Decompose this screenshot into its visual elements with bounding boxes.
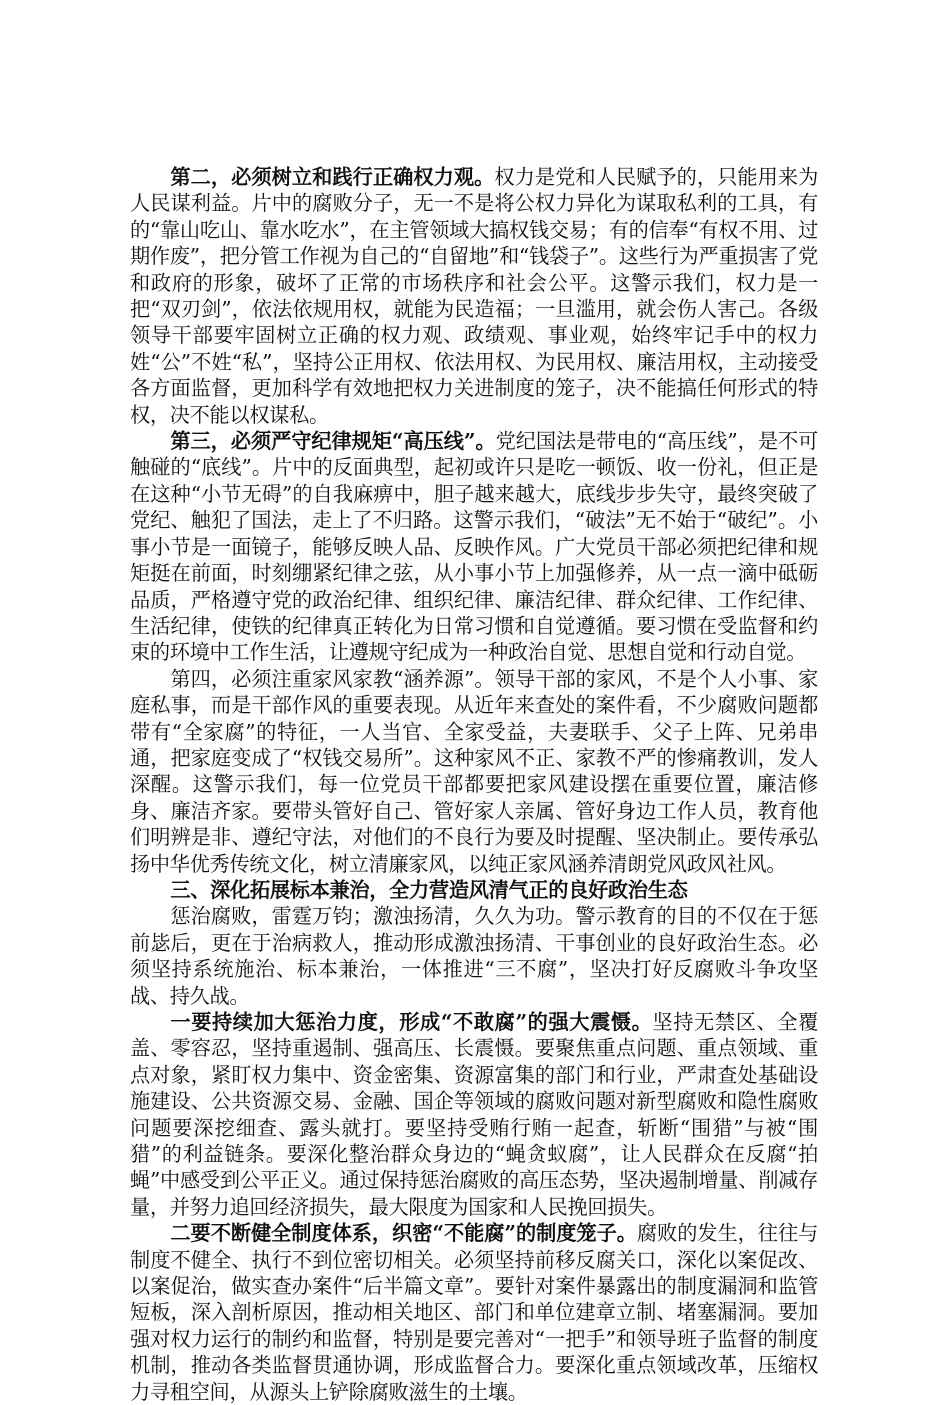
paragraph-body: 第四，必须注重家风家教“涵养源”。领导干部的家风，不是个人小事、家庭私事，而是干部作风的重要表现。从近年来查处的案件看，不少腐败问题都带有“全家腐”的特征，一人当官、全家受益，夫妻联手、父子上阵、兄弟串通，把家庭变成了“权钱交易所”。这种家风不正、家教不严的惨痛教训，发人深醒。这警示我们，每一位党员干部都要把家风建设摆在重要位置，廉洁修身、廉洁齐家。要带头管好自己、管好家人亲属、管好身边工作人员，教育他们明辨是非、遵纪守法，对他们的不良行为要及时提醒、坚决制止。要传承弘扬中华优秀传统文化，树立清廉家风，以纯正家风涵养清朗党风政风社风。: [130, 666, 818, 876]
paragraph-punishment: [130, 1009, 818, 1220]
section-heading: 三、深化拓展标本兼治，全力营造风清气正的良好政治生态: [170, 877, 688, 902]
document-page: [130, 164, 818, 1405]
paragraph-lead: 二要不断健全制度体系，织密“不能腐”的制度笼子。: [170, 1221, 637, 1246]
paragraph-body: 惩治腐败，雷霆万钧；激浊扬清，久久为功。警示教育的目的不仅在于惩前毖后，更在于治病救人，推动形成激浊扬清、干事创业的良好政治生态。必须坚持系统施治、标本兼治，一体推进“三不腐”，坚决打好反腐败斗争攻坚战、持久战。: [130, 904, 818, 1008]
paragraph-family-style: [130, 666, 818, 877]
paragraph-power-view: [130, 164, 818, 428]
paragraph-institution: [130, 1220, 818, 1405]
paragraph-lead: 第三，必须严守纪律规矩“高压线”。: [170, 429, 496, 454]
paragraph-body: 腐败的发生，往往与制度不健全、执行不到位密切相关。必须坚持前移反腐关口，深化以案促改、以案促治，做实查办案件“后半篇文章”。要针对案件暴露出的制度漏洞和监管短板，深入剖析原因，推动相关地区、部门和单位建章立制、堵塞漏洞。要加强对权力运行的制约和监督，特别是要完善对“一把手”和领导班子监督的制度机制，推动各类监督贯通协调，形成监督合力。要深化重点领域改革，压缩权力寻租空间，从源头上铲除腐败滋生的土壤。: [130, 1221, 818, 1404]
paragraph-discipline: [130, 428, 818, 666]
paragraph-body: 坚持无禁区、全覆盖、零容忍，坚持重遏制、强高压、长震慑。要聚焦重点问题、重点领域、重点对象，紧盯权力集中、资金密集、资源富集的部门和行业，严肃查处基础设施建设、公共资源交易、金融、国企等领域的腐败问题对新型腐败和隐性腐败问题要深挖细查、露头就打。要坚持受贿行贿一起查，斩断“围猎”与被“围猎”的利益链条。要深化整治群众身边的“蝇贪蚁腐”，让人民群众在反腐“拍蝇”中感受到公平正义。通过保持惩治腐败的高压态势，坚决遏制增量、削减存量，并努力追回经济损失，最大限度为国家和人民挽回损失。: [130, 1010, 819, 1219]
paragraph-intro: [130, 903, 818, 1009]
paragraph-lead: 第二，必须树立和践行正确权力观。: [170, 165, 495, 189]
paragraph-lead: 一要持续加大惩治力度，形成“不敢腐”的强大震慑。: [170, 1010, 653, 1034]
paragraph-body: 权力是党和人民赋予的，只能用来为人民谋利益。片中的腐败分子，无一不是将公权力异化为谋取私利的工具，有的“靠山吃山、靠水吃水”，在主管领域大搞权钱交易；有的信奉“有权不用、过期作废”，把分管工作视为自己的“自留地”和“钱袋子”。这些行为严重损害了党和政府的形象，破坏了正常的市场秩序和社会公平。这警示我们，权力是一把“双刃剑”，依法依规用权，就能为民造福；一旦滥用，就会伤人害己。各级领导干部要牢固树立正确的权力观、政绩观、事业观，始终牢记手中的权力姓“公”不姓“私”，坚持公正用权、依法用权、为民用权、廉洁用权，主动接受各方面监督，更加科学有效地把权力关进制度的笼子，决不能搞任何形式的特权，决不能以权谋私。: [130, 165, 818, 427]
paragraph-body: 党纪国法是带电的“高压线”，是不可触碰的“底线”。片中的反面典型，起初或许只是吃一顿饭、收一份礼，但正是在这种“小节无碍”的自我麻痹中，胆子越来越大，底线步步失守，最终突破了党纪、触犯了国法，走上了不归路。这警示我们，“破法”无不始于“破纪”。小事小节是一面镜子，能够反映人品、反映作风。广大党员干部必须把纪律和规矩挺在前面，时刻绷紧纪律之弦，从小事小节上加强修养，从一点一滴中砥砺品质，严格遵守党的政治纪律、组织纪律、廉洁纪律、群众纪律、工作纪律、生活纪律，使铁的纪律真正转化为日常习惯和自觉遵循。要习惯在受监督和约束的环境中工作生活，让遵规守纪成为一种政治自觉、思想自觉和行动自觉。: [130, 429, 818, 665]
